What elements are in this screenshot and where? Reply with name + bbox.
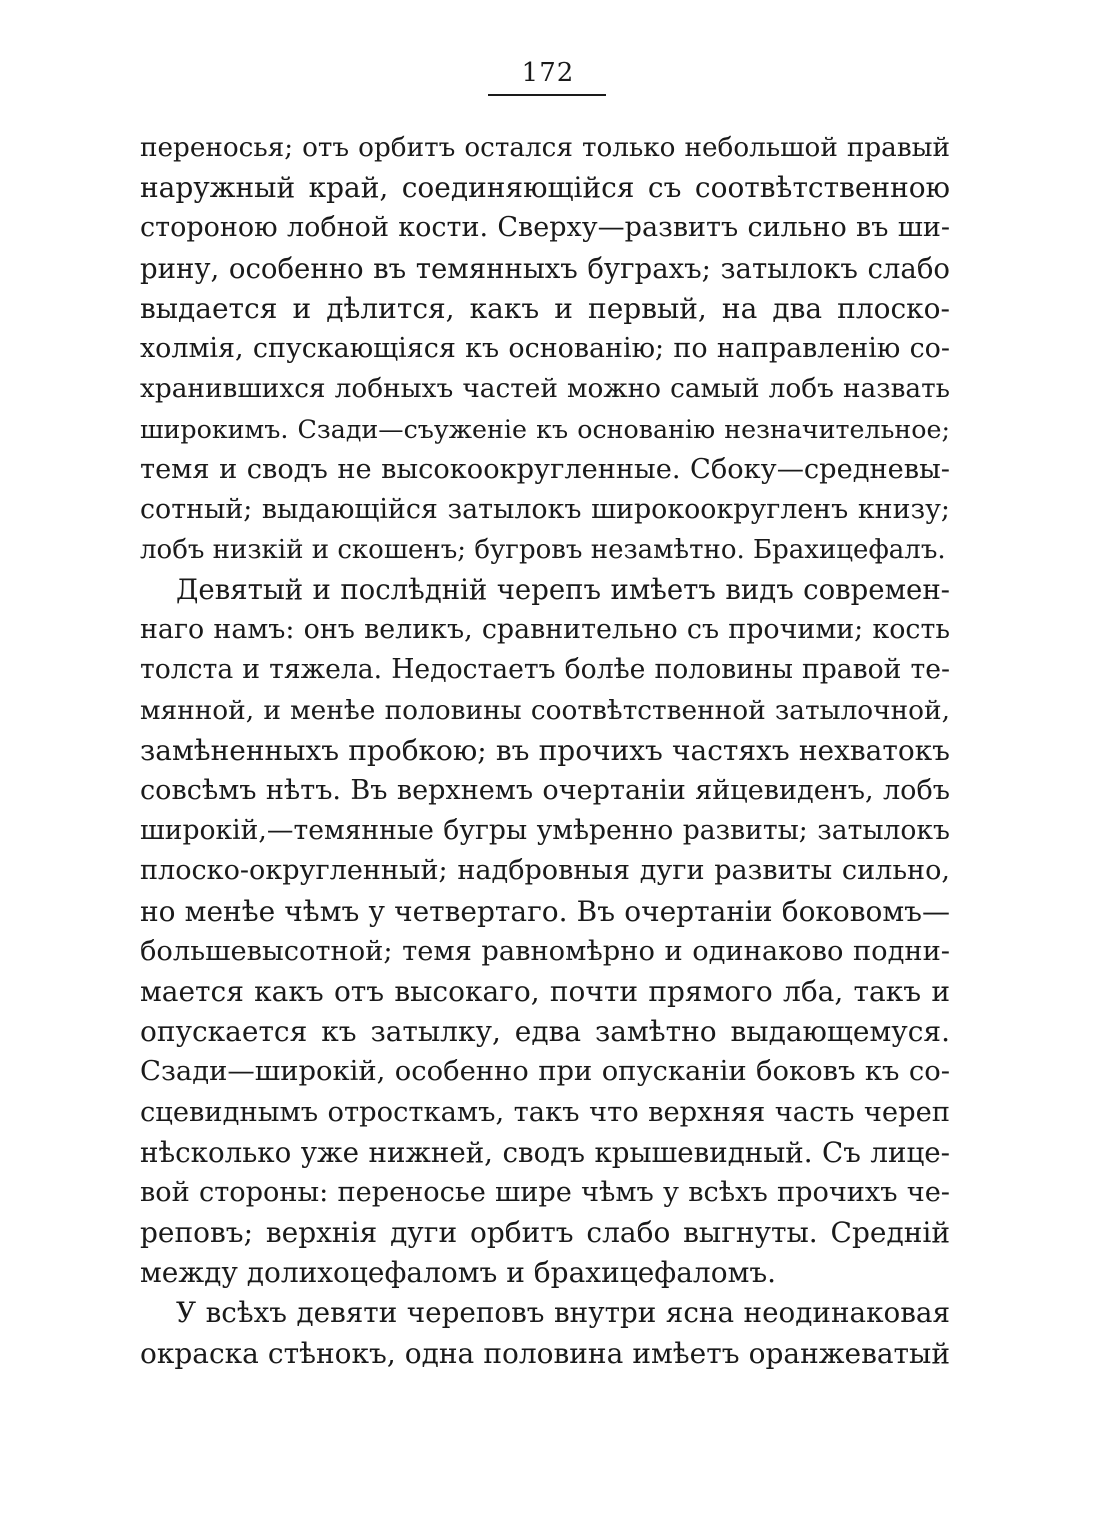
text-line: темя и сводъ не высокоокругленные. Сбоку—средневы- — [140, 453, 950, 485]
text-line: стороною лобной кости. Сверху—развитъ сильно въ ши- — [140, 212, 950, 244]
text-line: замѣненныхъ пробкою; въ прочихъ частяхъ нехватокъ — [140, 733, 950, 767]
text-line: переносья; отъ орбитъ остался только небольшой правый — [140, 133, 950, 163]
paragraph — [140, 128, 950, 570]
text-line: хранившихся лобныхъ частей можно самый лобъ назвать — [140, 374, 950, 405]
text-line: между долихоцефаломъ и брахицефаломъ. — [140, 1256, 777, 1290]
text-line: наружный край, соединяющійся съ соотвѣтственною — [140, 171, 950, 205]
text-line: вой стороны: переносье шире чѣмъ у всѣхъ прочихъ че- — [140, 1176, 950, 1208]
text-line: нѣсколько уже нижней, сводъ крышевидный. Съ лице- — [140, 1135, 950, 1169]
text-line: толста и тяжела. Недостаетъ болѣе половины правой те- — [140, 654, 950, 686]
text-line: совсѣмъ нѣтъ. Въ верхнемъ очертаніи яйцевиденъ, лобъ — [140, 775, 950, 806]
text-line: лобъ низкій и скошенъ; бугровъ незамѣтно. Брахицефалъ. — [140, 534, 946, 565]
text-line: рину, особенно въ темянныхъ буграхъ; затылокъ слабо — [140, 252, 950, 285]
paragraph — [140, 1293, 950, 1373]
text-line: выдается и дѣлится, какъ и первый, на два плоско- — [140, 291, 950, 325]
text-line: наго намъ: онъ великъ, сравнительно съ прочими; кость — [140, 614, 950, 646]
text-line: Сзади—широкій, особенно при опусканіи боковъ къ со- — [140, 1056, 950, 1088]
text-line: холмія, спускающіяся къ основанію; по направленію со- — [140, 332, 950, 364]
text-line: широкій,—темянные бугры умѣренно развиты; затылокъ — [140, 815, 950, 847]
header-rule — [488, 94, 606, 96]
page-number: 172 — [521, 58, 575, 88]
text-line: широкимъ. Сзади—съуженіе къ основанію незначительное; — [140, 414, 950, 445]
text-line: У всѣхъ девяти череповъ внутри ясна неодинаковая — [176, 1296, 950, 1330]
text-line: Девятый и послѣдній черепъ имѣетъ видъ современ- — [176, 574, 950, 607]
text-line: мянной, и менѣе половины соотвѣтственной затылочной, — [140, 695, 950, 726]
text-line: окраска стѣнокъ, одна половина имѣетъ оранжеватый — [140, 1336, 950, 1370]
text-line: большевысотной; темя равномѣрно и одинаково подни- — [140, 935, 950, 967]
text-line: мается какъ отъ высокаго, почти прямого лба, такъ и — [140, 974, 950, 1008]
text-line: плоско-округленный; надбровныя дуги развиты сильно, — [140, 855, 950, 887]
paragraph — [140, 570, 950, 1293]
text-line: реповъ; верхнія дуги орбитъ слабо выгнуты. Средній — [140, 1216, 950, 1250]
text-line: опускается къ затылку, едва замѣтно выдающемуся. — [140, 1015, 950, 1049]
text-line: но менѣе чѣмъ у четвертаго. Въ очертаніи боковомъ— — [140, 894, 950, 928]
text-line: сотный; выдающійся затылокъ широкоокругленъ книзу; — [140, 493, 950, 525]
body-text — [140, 128, 950, 1374]
text-line: сцевиднымъ отросткамъ, такъ что верхняя часть череп — [140, 1096, 950, 1128]
